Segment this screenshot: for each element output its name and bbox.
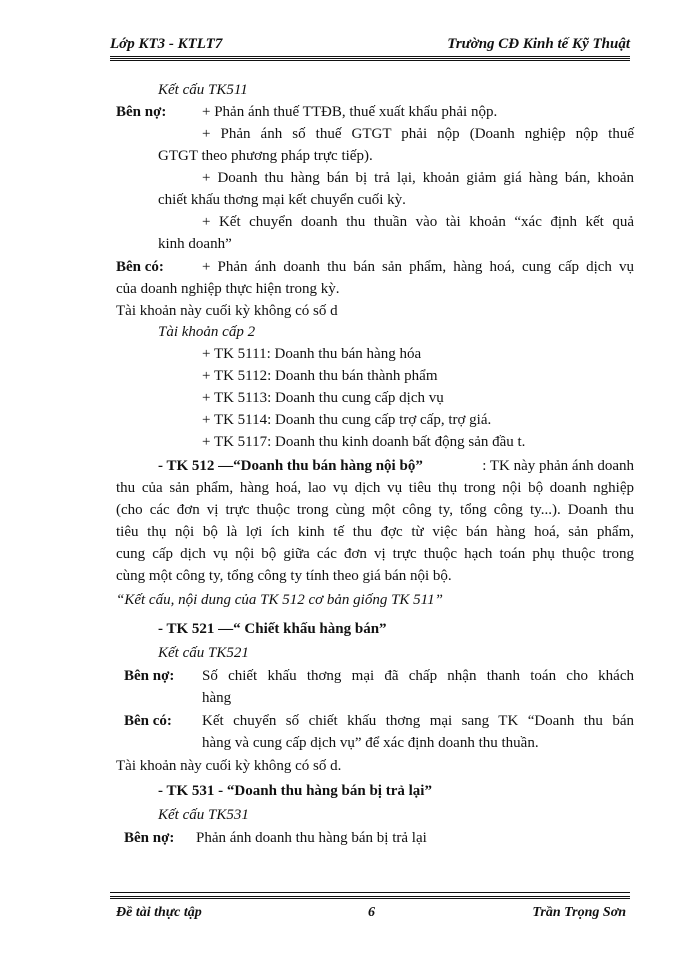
list-item: + TK 5111: Doanh thu bán hàng hóa <box>202 346 422 362</box>
label-ben-co: Bên có: <box>116 259 164 275</box>
tk512-intro <box>158 456 634 476</box>
label-ben-no-531: Bên nợ: <box>124 830 175 846</box>
tk521-ben-co: Kết chuyển số chiết khấu thơng mại sang TK “Doanh thu bán <box>202 713 634 729</box>
tk521-ben-co-cont: hàng và cung cấp dịch vụ” để xác định doanh thu thuần. <box>202 735 539 751</box>
tk512-heading: - TK 512 —“Doanh thu bán hàng nội bộ” <box>158 458 423 474</box>
tk531-heading: - TK 531 - “Doanh thu hàng bán bị trả lại” <box>158 783 432 799</box>
no-balance-note: Tài khoản này cuối kỳ không có số d <box>116 303 338 319</box>
ben-no-item-2: + Phản ánh số thuế GTGT phải nộp (Doanh nghiệp nộp thuế <box>202 126 634 142</box>
tk521-heading: - TK 521 —“ Chiết khấu hàng bán” <box>158 621 387 637</box>
footer-author: Trần Trọng Sơn <box>532 905 626 920</box>
tk521-ben-no-cont: hàng <box>202 690 232 706</box>
tk512-intro-text: : TK này phản ánh doanh <box>482 458 634 474</box>
label-ben-no-521: Bên nợ: <box>124 668 175 684</box>
header-rule <box>110 56 630 59</box>
tk512-line-1: thu của sản phẩm, hàng hoá, lao vụ dịch vụ tiêu thụ trong nội bộ doanh nghiệp <box>116 480 634 496</box>
tk531-ben-no: Phản ánh doanh thu hàng bán bị trả lại <box>196 830 427 846</box>
label-ben-co-521: Bên có: <box>124 713 172 729</box>
page-footer <box>110 905 630 923</box>
ben-no-item-2-cont: GTGT theo phương pháp trực tiếp). <box>158 148 373 164</box>
heading-ketcau-521: Kết cấu TK521 <box>158 645 249 661</box>
list-item: + TK 5112: Doanh thu bán thành phẩm <box>202 368 438 384</box>
ben-co-item-1-cont: của doanh nghiệp thực hiện trong kỳ. <box>116 281 340 297</box>
ben-no-item-3-cont: chiết khấu thơng mại kết chuyển cuối kỳ. <box>158 192 406 208</box>
list-item: + TK 5113: Doanh thu cung cấp dịch vụ <box>202 390 444 406</box>
label-ben-no: Bên nợ: <box>116 104 167 120</box>
tk512-same-note: “Kết cấu, nội dung của TK 512 cơ bản giống TK 511” <box>116 592 443 608</box>
footer-rule-thin <box>110 892 630 893</box>
footer-topic: Đề tài thực tập <box>116 905 202 920</box>
list-item: + TK 5114: Doanh thu cung cấp trợ cấp, trợ giá. <box>202 412 492 428</box>
heading-ketcau-531: Kết cấu TK531 <box>158 807 249 823</box>
tk512-line-5: cùng một công ty, tổng công ty tính theo giá bán nội bộ. <box>116 568 452 584</box>
tk512-line-3: tiêu thụ nội bộ là lợi ích kinh tế thu đợc từ việc bán hàng hoá, sản phẩm, <box>116 524 634 540</box>
page-header <box>110 34 630 56</box>
tk521-ben-no: Số chiết khấu thơng mại đã chấp nhận thanh toán cho khách <box>202 668 634 684</box>
list-item: + TK 5117: Doanh thu kinh doanh bất động sản đầu t. <box>202 434 526 450</box>
header-school: Trường CĐ Kinh tế Kỹ Thuật <box>447 36 630 52</box>
ben-no-item-3: + Doanh thu hàng bán bị trả lại, khoản giảm giá hàng bán, khoản <box>202 170 634 186</box>
footer-rule <box>110 896 630 899</box>
no-balance-note-2: Tài khoản này cuối kỳ không có số d. <box>116 758 342 774</box>
ben-no-item-4: + Kết chuyển doanh thu thuần vào tài khoản “xác định kết quả <box>202 214 634 230</box>
header-rule-thin <box>110 60 630 61</box>
header-class: Lớp KT3 - KTLT7 <box>110 36 223 52</box>
heading-tk-cap-2: Tài khoản cấp 2 <box>158 324 256 340</box>
tk512-line-2: (cho các đơn vị trực thuộc trong cùng một công ty, tổng công ty...). Doanh thu <box>116 502 634 518</box>
ben-co-item-1: + Phản ánh doanh thu bán sản phẩm, hàng hoá, cung cấp dịch vụ <box>202 259 634 275</box>
ben-no-item-4-cont: kinh doanh” <box>158 236 232 252</box>
ben-no-item-1: + Phản ánh thuế TTĐB, thuế xuất khẩu phải nộp. <box>202 104 498 120</box>
page-number: 6 <box>368 905 375 920</box>
heading-ketcau-511: Kết cấu TK511 <box>158 82 248 98</box>
tk512-line-4: cung cấp dịch vụ nội bộ giữa các đơn vị trực thuộc hạch toán phụ thuộc trong <box>116 546 634 562</box>
